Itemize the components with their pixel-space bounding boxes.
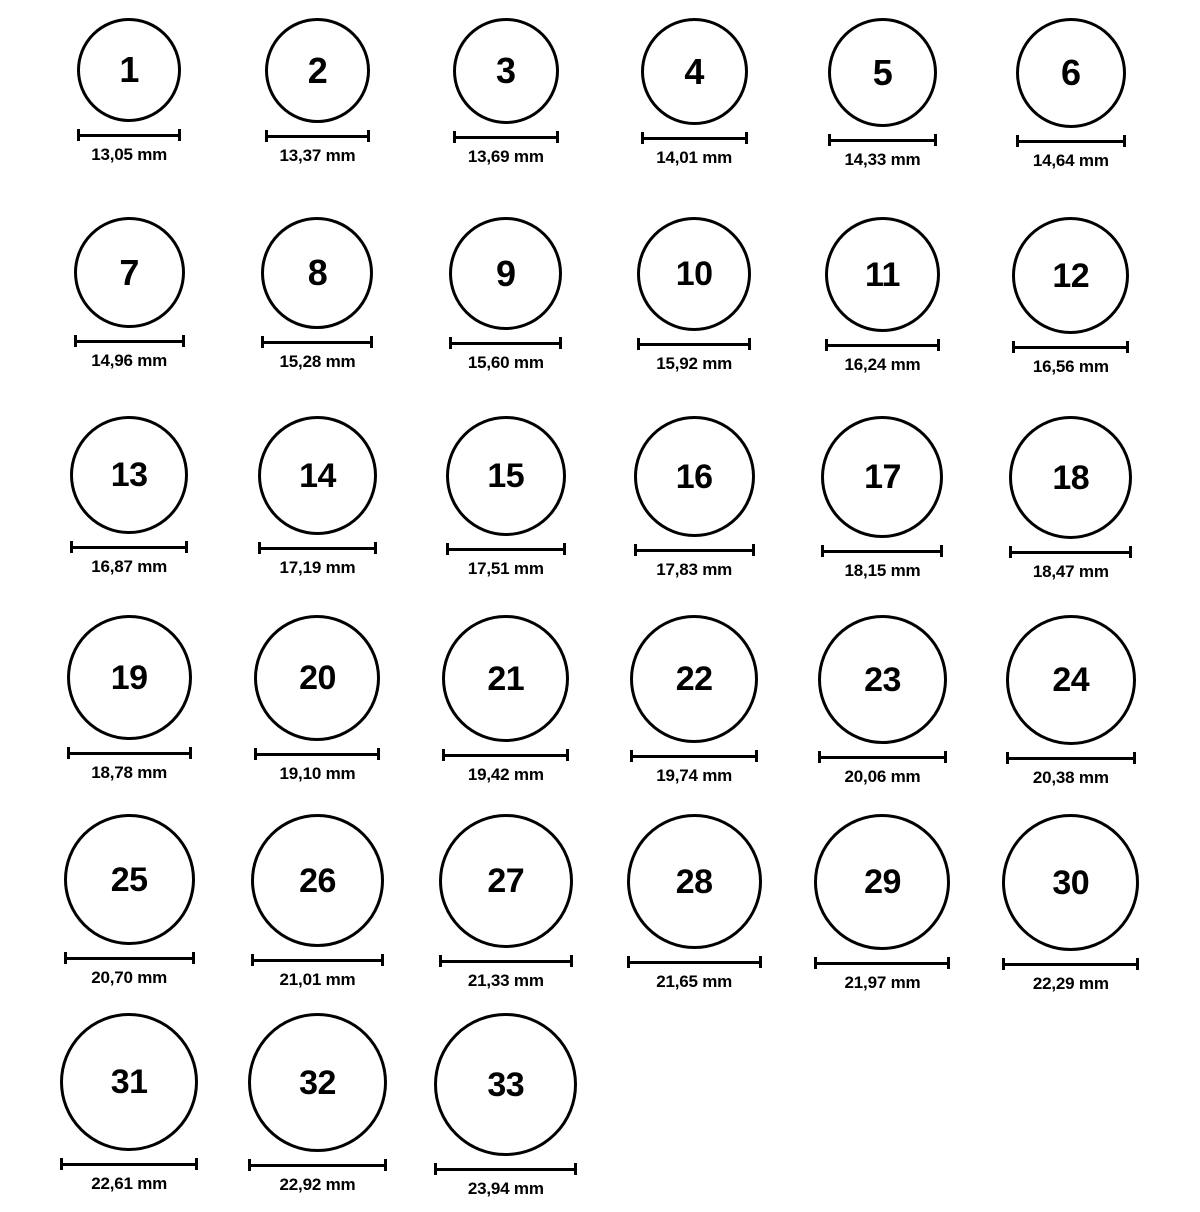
- caliper-measure-icon: [60, 1158, 198, 1170]
- ring-circle: [634, 416, 755, 537]
- ring-dimension: [641, 132, 748, 168]
- ring-circle: [442, 615, 569, 742]
- ring-size-number: 2: [307, 49, 328, 91]
- caliper-measure-icon: [258, 542, 377, 554]
- ring-size-cell: [412, 615, 600, 814]
- ring-diameter-label: 17,83 mm: [656, 560, 733, 579]
- ring-diameter-label: 16,56 mm: [1032, 357, 1109, 376]
- ring-circle: [1002, 814, 1139, 951]
- ring-size-cell: [788, 416, 976, 615]
- ring-dimension: [1009, 546, 1132, 582]
- ring-size-number: 32: [299, 1063, 336, 1102]
- ring-diameter-label: 21,65 mm: [656, 972, 733, 991]
- ring-diameter-label: 17,19 mm: [279, 558, 356, 577]
- ring-dimension: [1016, 135, 1126, 171]
- ring-dimension: [60, 1158, 198, 1194]
- ring-dimension: [254, 748, 380, 784]
- ring-dimension: [828, 134, 937, 170]
- ring-dimension: [439, 955, 573, 991]
- ring-circle: [641, 18, 748, 125]
- ring-diameter-label: 15,92 mm: [656, 354, 733, 373]
- caliper-measure-icon: [251, 954, 384, 966]
- ring-size-grid: [35, 18, 1165, 1212]
- ring-diameter-label: 23,94 mm: [467, 1179, 544, 1198]
- ring-diameter-label: 15,28 mm: [279, 352, 356, 371]
- ring-circle: [67, 615, 192, 740]
- ring-size-number: 1: [119, 49, 139, 90]
- ring-diameter-label: 19,10 mm: [279, 764, 356, 783]
- ring-size-cell: [35, 814, 223, 1013]
- ring-dimension: [434, 1163, 577, 1199]
- ring-size-cell: [788, 814, 976, 1013]
- ring-size-number: 18: [1052, 458, 1090, 497]
- ring-size-cell: [35, 18, 223, 217]
- ring-circle: [1006, 615, 1136, 745]
- ring-diameter-label: 20,38 mm: [1032, 768, 1109, 787]
- ring-size-cell: [788, 615, 976, 814]
- ring-size-cell: [412, 416, 600, 615]
- ring-dimension: [64, 952, 195, 988]
- ring-circle: [248, 1013, 387, 1152]
- caliper-measure-icon: [254, 748, 380, 760]
- ring-size-cell: [600, 814, 788, 1013]
- ring-size-cell: [977, 814, 1165, 1013]
- ring-size-number: 30: [1052, 863, 1090, 902]
- ring-circle: [254, 615, 380, 741]
- ring-size-number: 20: [299, 659, 336, 697]
- ring-size-number: 28: [675, 862, 713, 901]
- ring-size-number: 4: [684, 50, 704, 92]
- ring-size-cell: [412, 18, 600, 217]
- ring-dimension: [814, 957, 950, 993]
- caliper-measure-icon: [261, 336, 373, 348]
- ring-diameter-label: 19,74 mm: [656, 766, 733, 785]
- ring-size-cell: [412, 814, 600, 1013]
- ring-dimension: [637, 338, 751, 374]
- ring-circle: [449, 217, 562, 330]
- ring-size-number: 33: [487, 1065, 525, 1104]
- ring-circle: [637, 217, 751, 331]
- ring-diameter-label: 18,15 mm: [844, 561, 921, 580]
- ring-diameter-label: 14,64 mm: [1032, 151, 1109, 170]
- ring-size-cell: [35, 416, 223, 615]
- ring-diameter-label: 22,61 mm: [91, 1174, 168, 1193]
- ring-size-cell: [412, 1013, 600, 1212]
- ring-circle: [74, 217, 185, 328]
- ring-size-number: 26: [299, 861, 336, 900]
- caliper-measure-icon: [67, 747, 192, 759]
- ring-circle: [630, 615, 758, 743]
- ring-diameter-label: 19,42 mm: [467, 765, 544, 784]
- ring-size-cell: [977, 416, 1165, 615]
- ring-size-cell: [223, 217, 411, 416]
- ring-size-cell: [600, 217, 788, 416]
- caliper-measure-icon: [1012, 341, 1129, 353]
- caliper-measure-icon: [442, 749, 569, 761]
- caliper-measure-icon: [449, 337, 562, 349]
- caliper-measure-icon: [77, 129, 181, 141]
- ring-size-number: 24: [1052, 661, 1090, 699]
- ring-dimension: [449, 337, 562, 373]
- ring-size-number: 16: [675, 457, 713, 496]
- ring-circle: [265, 18, 370, 123]
- ring-size-number: 29: [864, 863, 901, 901]
- ring-dimension: [634, 544, 755, 580]
- ring-size-cell: [35, 1013, 223, 1212]
- ring-circle: [1012, 217, 1129, 334]
- caliper-measure-icon: [439, 955, 573, 967]
- ring-size-number: 9: [496, 252, 516, 294]
- caliper-measure-icon: [825, 339, 940, 351]
- ring-size-number: 21: [487, 659, 525, 698]
- ring-circle: [258, 416, 377, 535]
- ring-dimension: [442, 749, 569, 785]
- ring-circle: [261, 217, 373, 329]
- ring-size-number: 25: [110, 860, 148, 899]
- ring-dimension: [1012, 341, 1129, 377]
- ring-circle: [70, 416, 188, 534]
- caliper-measure-icon: [1002, 958, 1139, 970]
- ring-diameter-label: 15,60 mm: [467, 353, 544, 372]
- ring-size-number: 12: [1052, 256, 1090, 295]
- ring-dimension: [825, 339, 940, 375]
- ring-size-number: 19: [110, 658, 148, 697]
- ring-diameter-label: 16,87 mm: [91, 557, 168, 576]
- ring-circle: [434, 1013, 577, 1156]
- ring-dimension: [453, 131, 559, 167]
- ring-dimension: [258, 542, 377, 578]
- caliper-measure-icon: [1016, 135, 1126, 147]
- ring-size-number: 22: [675, 660, 713, 698]
- ring-size-number: 11: [865, 255, 900, 294]
- caliper-measure-icon: [828, 134, 937, 146]
- ring-dimension: [630, 750, 758, 786]
- caliper-measure-icon: [74, 335, 185, 347]
- caliper-measure-icon: [814, 957, 950, 969]
- caliper-measure-icon: [434, 1163, 577, 1175]
- ring-size-number: 14: [299, 456, 336, 495]
- ring-circle: [821, 416, 943, 538]
- ring-dimension: [1002, 958, 1139, 994]
- ring-circle: [818, 615, 947, 744]
- ring-circle: [446, 416, 566, 536]
- caliper-measure-icon: [248, 1159, 387, 1171]
- ring-diameter-label: 14,96 mm: [91, 351, 168, 370]
- ring-diameter-label: 22,92 mm: [279, 1175, 356, 1194]
- ring-dimension: [821, 545, 943, 581]
- ring-diameter-label: 18,47 mm: [1032, 562, 1109, 581]
- ring-circle: [627, 814, 762, 949]
- ring-size-cell: [412, 217, 600, 416]
- ring-circle: [251, 814, 384, 947]
- ring-size-cell: [223, 1013, 411, 1212]
- caliper-measure-icon: [818, 751, 947, 763]
- ring-size-number: 7: [119, 251, 139, 293]
- ring-circle: [453, 18, 559, 124]
- ring-size-cell: [223, 814, 411, 1013]
- caliper-measure-icon: [1009, 546, 1132, 558]
- ring-diameter-label: 21,97 mm: [844, 973, 921, 992]
- ring-circle: [825, 217, 940, 332]
- ring-size-number: 6: [1061, 52, 1081, 93]
- ring-size-number: 5: [872, 51, 893, 93]
- ring-size-number: 23: [864, 660, 901, 699]
- ring-size-number: 27: [487, 862, 525, 900]
- ring-size-number: 10: [675, 255, 713, 293]
- ring-circle: [1009, 416, 1132, 539]
- caliper-measure-icon: [821, 545, 943, 557]
- ring-dimension: [818, 751, 947, 787]
- ring-diameter-label: 14,01 mm: [656, 148, 733, 167]
- caliper-measure-icon: [627, 956, 762, 968]
- ring-dimension: [248, 1159, 387, 1195]
- ring-circle: [828, 18, 937, 127]
- ring-size-cell: [223, 615, 411, 814]
- ring-size-cell: [223, 18, 411, 217]
- caliper-measure-icon: [1006, 752, 1136, 764]
- ring-size-cell: [223, 416, 411, 615]
- ring-dimension: [1006, 752, 1136, 788]
- ring-diameter-label: 22,29 mm: [1032, 974, 1109, 993]
- caliper-measure-icon: [630, 750, 758, 762]
- ring-diameter-label: 20,70 mm: [91, 968, 168, 987]
- caliper-measure-icon: [453, 131, 559, 143]
- ring-size-cell: [788, 18, 976, 217]
- ring-size-cell: [977, 615, 1165, 814]
- ring-dimension: [265, 130, 370, 166]
- ring-diameter-label: 14,33 mm: [844, 150, 921, 169]
- ring-diameter-label: 20,06 mm: [844, 767, 921, 786]
- ring-diameter-label: 18,78 mm: [91, 763, 168, 782]
- caliper-measure-icon: [637, 338, 751, 350]
- ring-size-cell: [977, 18, 1165, 217]
- caliper-measure-icon: [634, 544, 755, 556]
- ring-circle: [64, 814, 195, 945]
- caliper-measure-icon: [641, 132, 748, 144]
- ring-dimension: [70, 541, 188, 577]
- ring-size-cell: [977, 217, 1165, 416]
- ring-dimension: [261, 336, 373, 372]
- ring-circle: [439, 814, 573, 948]
- ring-dimension: [627, 956, 762, 992]
- caliper-measure-icon: [265, 130, 370, 142]
- ring-size-cell: [600, 615, 788, 814]
- ring-size-number: 8: [307, 252, 328, 293]
- ring-dimension: [67, 747, 192, 783]
- caliper-measure-icon: [70, 541, 188, 553]
- ring-size-cell: [35, 217, 223, 416]
- ring-dimension: [251, 954, 384, 990]
- caliper-measure-icon: [64, 952, 195, 964]
- ring-diameter-label: 21,33 mm: [467, 971, 544, 990]
- ring-diameter-label: 16,24 mm: [844, 355, 921, 374]
- ring-diameter-label: 17,51 mm: [467, 559, 544, 578]
- ring-size-cell: [35, 615, 223, 814]
- ring-diameter-label: 21,01 mm: [279, 970, 356, 989]
- ring-dimension: [74, 335, 185, 371]
- ring-circle: [77, 18, 181, 122]
- ring-size-cell: [788, 217, 976, 416]
- ring-diameter-label: 13,69 mm: [467, 147, 544, 166]
- ring-circle: [814, 814, 950, 950]
- ring-dimension: [446, 543, 566, 579]
- ring-circle: [60, 1013, 198, 1151]
- ring-diameter-label: 13,05 mm: [91, 145, 168, 164]
- ring-size-number: 13: [110, 456, 148, 494]
- ring-size-cell: [600, 416, 788, 615]
- ring-size-number: 17: [864, 458, 901, 496]
- ring-size-number: 3: [496, 50, 516, 91]
- ring-size-number: 15: [487, 457, 525, 495]
- caliper-measure-icon: [446, 543, 566, 555]
- ring-dimension: [77, 129, 181, 165]
- ring-diameter-label: 13,37 mm: [279, 146, 356, 165]
- ring-circle: [1016, 18, 1126, 128]
- ring-size-number: 31: [110, 1063, 148, 1101]
- ring-size-cell: [600, 18, 788, 217]
